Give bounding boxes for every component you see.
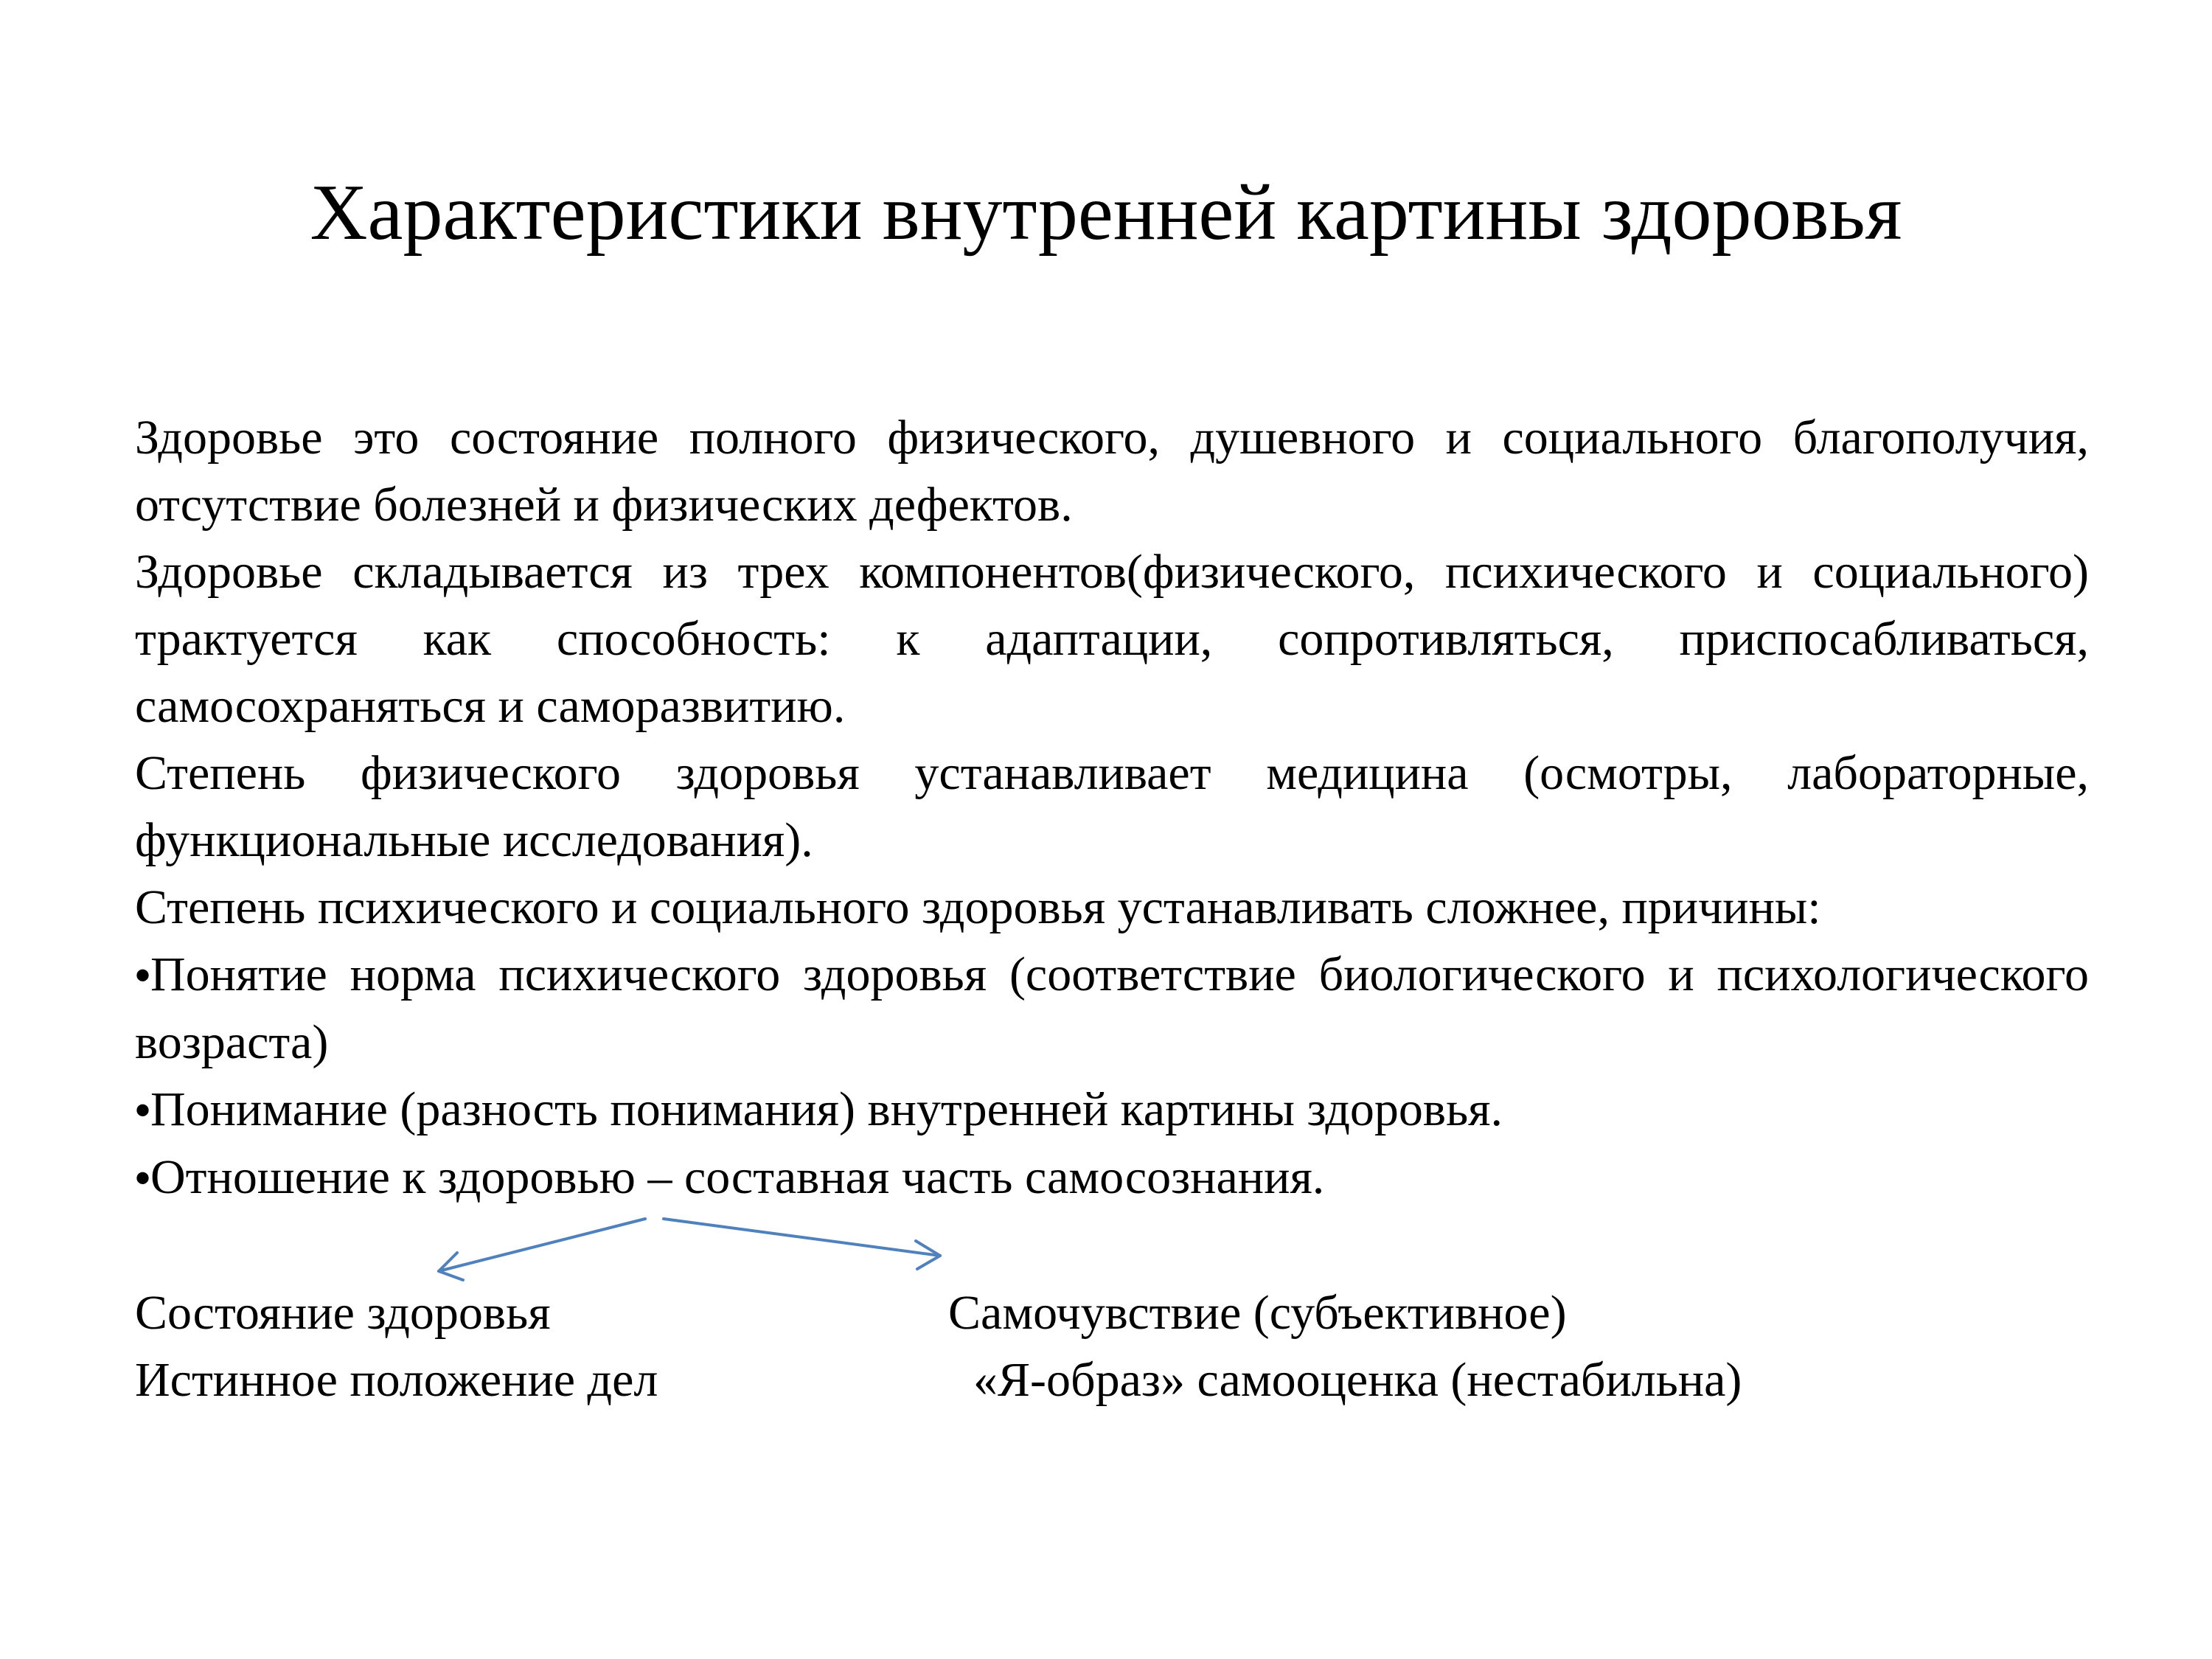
comparison-row-2 bbox=[135, 1346, 1742, 1413]
true-state-label: Истинное положение дел bbox=[135, 1353, 658, 1407]
paragraph-definition: Здоровье это состояние полного физического, душевного и социального благополучия, отсутствие болезней и физических дефектов. bbox=[135, 411, 2089, 532]
slide-title: Характеристики внутренней картины здоровья bbox=[310, 169, 1902, 257]
bullet-text: Понимание (разность понимания) внутренней картины здоровья. bbox=[150, 1082, 1503, 1136]
paragraph-components: Здоровье складывается из трех компонентов(физического, психического и социального) трактуется как способность: к адаптации, сопротивляться, приспосабливаться, самосохраняться и саморазвитию. bbox=[135, 545, 2089, 733]
bullet-item-norm bbox=[135, 941, 2089, 1076]
health-state-label: Состояние здоровья bbox=[135, 1286, 551, 1340]
self-image-label: «Я-образ» самооценка (нестабильна) bbox=[973, 1353, 1742, 1407]
bullet-item-attitude bbox=[135, 1144, 2089, 1211]
bullet-text: Понятие норма психического здоровья (соответствие биологического и психологического возраста) bbox=[135, 947, 2089, 1069]
bullet-icon: • bbox=[135, 950, 151, 1000]
slide-body bbox=[135, 404, 2089, 1211]
bullet-text: Отношение к здоровью – составная часть самосознания. bbox=[150, 1150, 1325, 1204]
wellbeing-label: Самочувствие (субъективное) bbox=[948, 1286, 1567, 1340]
paragraph-psychic-social: Степень психического и социального здоровья устанавливать сложнее, причины: bbox=[135, 880, 1821, 934]
bullet-icon: • bbox=[135, 1153, 151, 1203]
bullet-icon: • bbox=[135, 1085, 151, 1135]
arrow-right-icon bbox=[664, 1219, 940, 1269]
comparison-row-1 bbox=[135, 1279, 1567, 1346]
bullet-item-understanding bbox=[135, 1076, 2089, 1144]
paragraph-physical: Степень физического здоровья устанавливает медицина (осмотры, лабораторные, функциональные исследования). bbox=[135, 746, 2089, 867]
arrow-left-icon bbox=[439, 1219, 645, 1280]
